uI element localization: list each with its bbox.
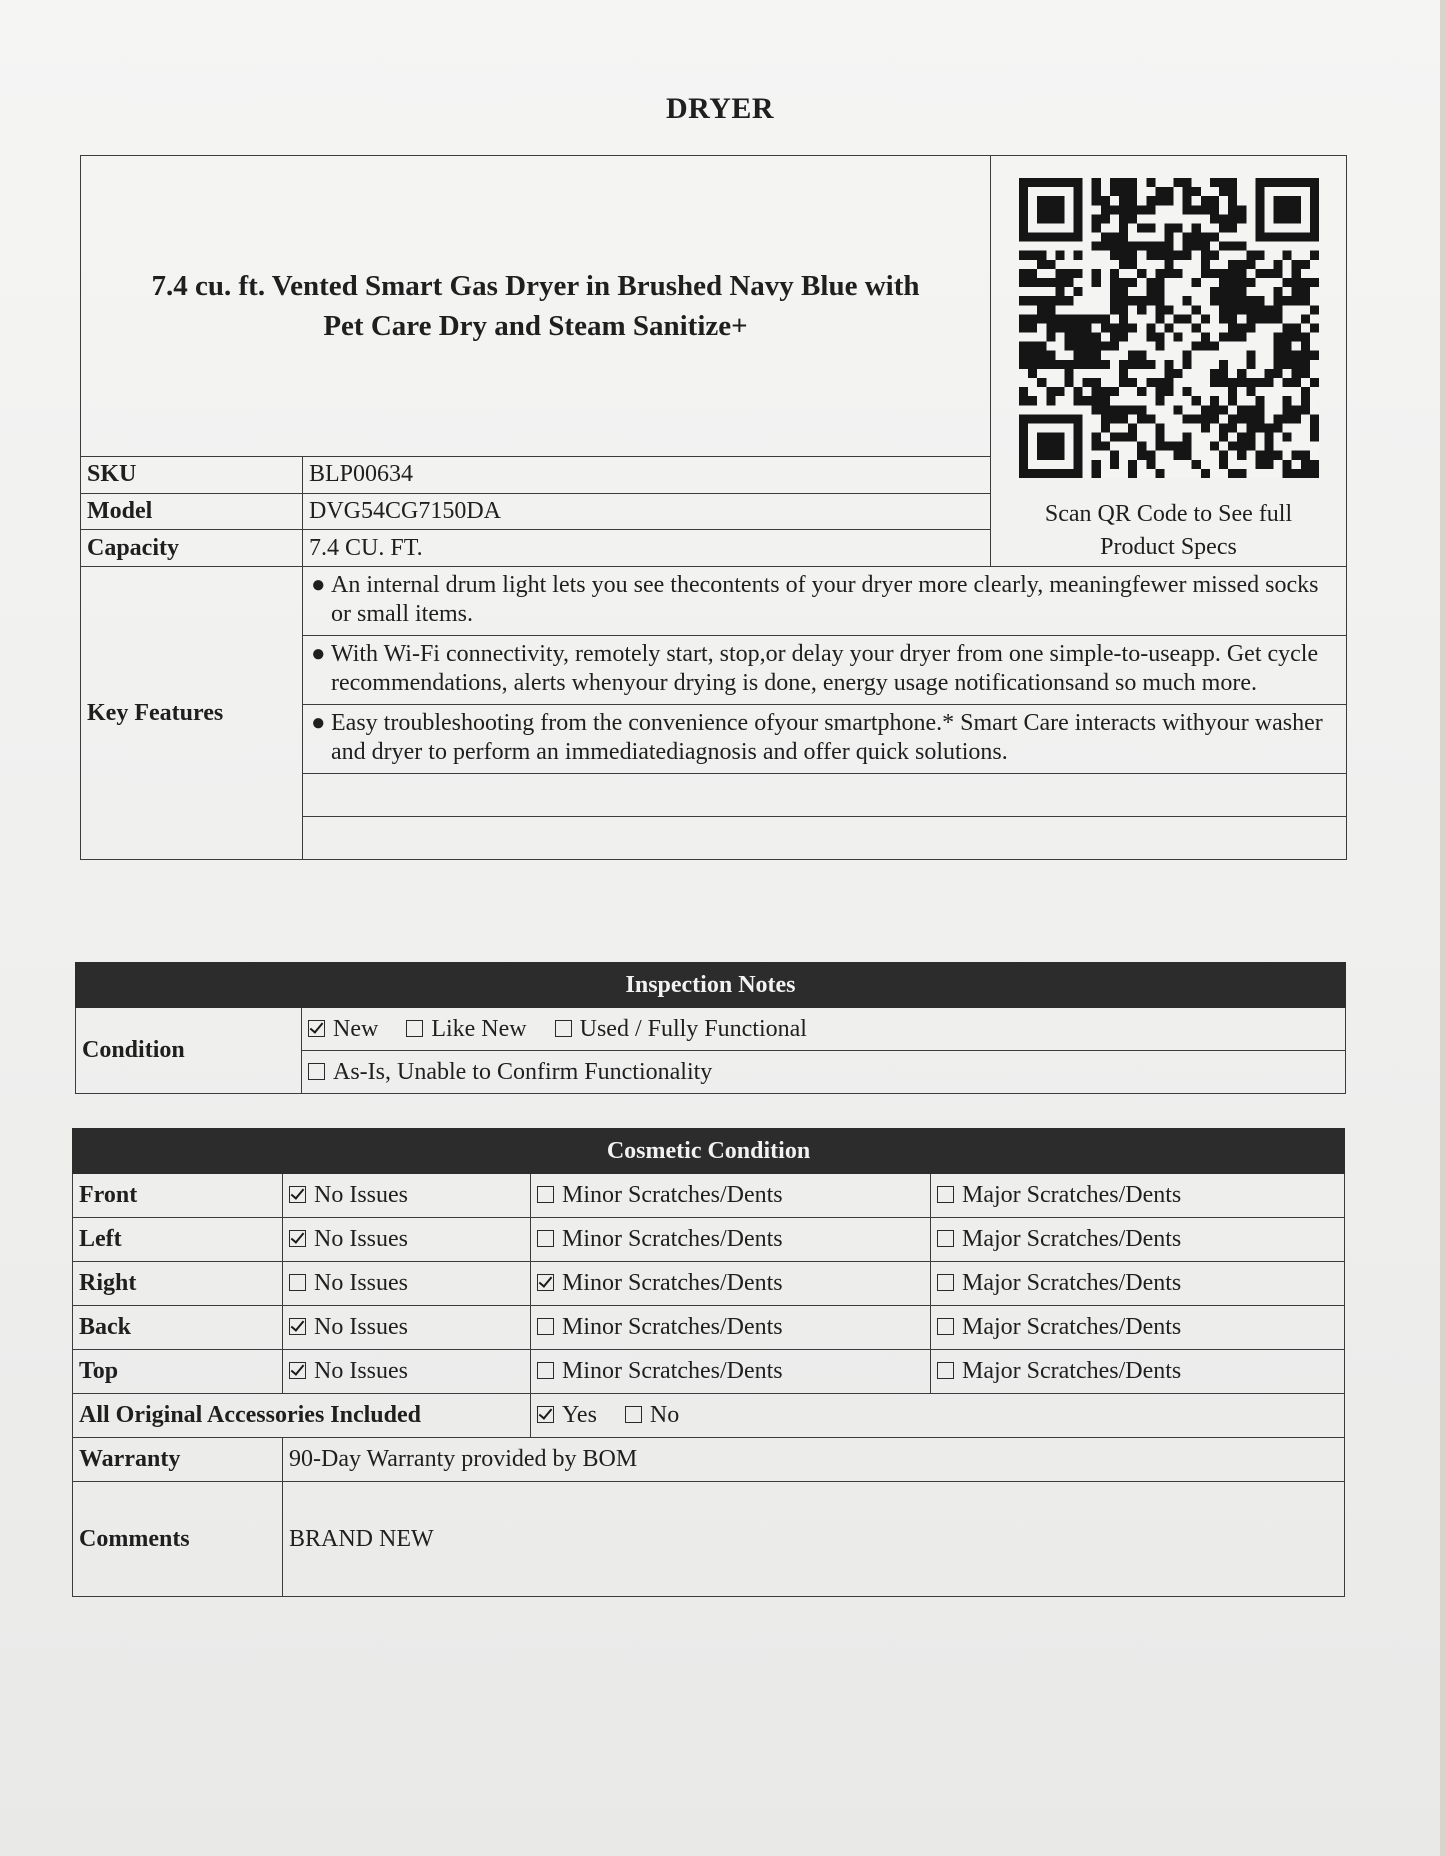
option-label: Minor Scratches/Dents [562, 1314, 783, 1340]
checkbox-unchecked-icon[interactable] [937, 1362, 954, 1379]
capacity-label: Capacity [81, 530, 303, 567]
cosmetic-option-minor[interactable] [531, 1262, 931, 1306]
option-label: New [333, 1015, 379, 1042]
qr-cell [991, 156, 1347, 567]
model-value: DVG54CG7150DA [303, 493, 991, 530]
empty-feature-row [303, 774, 1347, 817]
cosmetic-option-major[interactable] [931, 1174, 1345, 1218]
condition-options-row2 [302, 1051, 1346, 1094]
cosmetic-row-label: Front [73, 1174, 283, 1218]
cosmetic-row-back [73, 1306, 1345, 1350]
sku-label: SKU [81, 457, 303, 494]
cosmetic-option-no-issues[interactable] [283, 1174, 531, 1218]
bullet-icon: ● [311, 710, 326, 736]
empty-feature-row [303, 817, 1347, 860]
option-label: Used / Fully Functional [579, 1015, 807, 1042]
option-label: Minor Scratches/Dents [562, 1358, 783, 1384]
capacity-value: 7.4 CU. FT. [303, 530, 991, 567]
condition-option-like-new[interactable] [406, 1016, 526, 1043]
accessories-options [531, 1394, 1345, 1438]
option-label: No Issues [314, 1270, 408, 1296]
product-name-line2: Pet Care Dry and Steam Sanitize+ [323, 310, 748, 342]
checkbox-checked-icon[interactable] [537, 1274, 554, 1291]
qr-caption [997, 498, 1340, 564]
cosmetic-option-minor[interactable] [531, 1218, 931, 1262]
checkbox-unchecked-icon[interactable] [537, 1318, 554, 1335]
cosmetic-row-label: Back [73, 1306, 283, 1350]
cosmetic-option-no-issues[interactable] [283, 1306, 531, 1350]
feature-item [303, 567, 1347, 636]
cosmetic-option-minor[interactable] [531, 1350, 931, 1394]
option-label: Like New [431, 1015, 527, 1042]
cosmetic-row-label: Right [73, 1262, 283, 1306]
option-label: Major Scratches/Dents [962, 1270, 1182, 1296]
cosmetic-option-no-issues[interactable] [283, 1218, 531, 1262]
feature-text: An internal drum light lets you see thecontents of your dryer more clearly, meaningfewer missed socks or small items. [331, 572, 1319, 627]
feature-item [303, 636, 1347, 705]
checkbox-unchecked-icon[interactable] [289, 1274, 306, 1291]
qr-caption-line2: Product Specs [1100, 534, 1237, 560]
checkbox-unchecked-icon[interactable] [308, 1063, 325, 1080]
checkbox-checked-icon[interactable] [289, 1186, 306, 1203]
condition-option-new[interactable] [308, 1016, 378, 1043]
sku-value: BLP00634 [303, 457, 991, 494]
option-label: Minor Scratches/Dents [562, 1182, 783, 1208]
option-label: Minor Scratches/Dents [562, 1226, 783, 1252]
option-label: Major Scratches/Dents [962, 1358, 1182, 1384]
model-label: Model [81, 493, 303, 530]
feature-text: With Wi-Fi connectivity, remotely start, stop,or delay your dryer from one simple-to-useapp. Get cycle recommendations, alerts whenyour drying is done, energy usage notificationsand so much more. [331, 641, 1319, 696]
checkbox-unchecked-icon[interactable] [937, 1230, 954, 1247]
qr-caption-line1: Scan QR Code to See full [1044, 501, 1293, 527]
cosmetic-row-right [73, 1262, 1345, 1306]
cosmetic-option-no-issues[interactable] [283, 1350, 531, 1394]
checkbox-unchecked-icon[interactable] [937, 1186, 954, 1203]
option-label: Minor Scratches/Dents [562, 1270, 783, 1296]
cosmetic-option-minor[interactable] [531, 1174, 931, 1218]
option-label: No [649, 1402, 680, 1428]
checkbox-unchecked-icon[interactable] [537, 1186, 554, 1203]
cosmetic-row-label: Left [73, 1218, 283, 1262]
inspection-header: Inspection Notes [76, 963, 1346, 1008]
warranty-row [73, 1438, 1345, 1482]
checkbox-unchecked-icon[interactable] [406, 1020, 423, 1037]
cosmetic-row-left [73, 1218, 1345, 1262]
checkbox-unchecked-icon[interactable] [937, 1274, 954, 1291]
checkbox-unchecked-icon[interactable] [555, 1020, 572, 1037]
qr-code-icon [1019, 178, 1319, 478]
product-name-line1: 7.4 cu. ft. Vented Smart Gas Dryer in Brushed Navy Blue with [151, 270, 920, 302]
accessories-row [73, 1394, 1345, 1438]
warranty-value: 90-Day Warranty provided by BOM [283, 1438, 1345, 1482]
comments-row [73, 1482, 1345, 1597]
option-label: No Issues [314, 1314, 408, 1340]
cosmetic-row-top [73, 1350, 1345, 1394]
warranty-label: Warranty [73, 1438, 283, 1482]
condition-label: Condition [76, 1008, 302, 1094]
checkbox-unchecked-icon[interactable] [625, 1406, 642, 1423]
checkbox-unchecked-icon[interactable] [937, 1318, 954, 1335]
checkbox-checked-icon[interactable] [537, 1406, 554, 1423]
checkbox-checked-icon[interactable] [289, 1362, 306, 1379]
comments-label: Comments [73, 1482, 283, 1597]
cosmetic-option-major[interactable] [931, 1262, 1345, 1306]
cosmetic-header: Cosmetic Condition [73, 1129, 1345, 1174]
option-label: Major Scratches/Dents [962, 1314, 1182, 1340]
feature-item [303, 705, 1347, 774]
comments-value: BRAND NEW [283, 1482, 1345, 1597]
option-label: No Issues [314, 1358, 408, 1384]
condition-options-row1 [302, 1008, 1346, 1051]
checkbox-unchecked-icon[interactable] [537, 1230, 554, 1247]
bullet-icon: ● [311, 641, 326, 667]
cosmetic-table [72, 1128, 1345, 1597]
option-label: Yes [562, 1402, 597, 1428]
bullet-icon: ● [311, 572, 326, 598]
accessories-no[interactable] [625, 1402, 679, 1429]
feature-text: Easy troubleshooting from the convenience ofyour smartphone.* Smart Care interacts withyour washer and dryer to perform an immediatediagnosis and offer quick solutions. [331, 710, 1323, 765]
cosmetic-row-front [73, 1174, 1345, 1218]
accessories-yes[interactable] [537, 1402, 597, 1429]
checkbox-unchecked-icon[interactable] [537, 1362, 554, 1379]
document-title: DRYER [665, 92, 775, 125]
accessories-label: All Original Accessories Included [73, 1394, 531, 1438]
condition-option-as-is[interactable] [308, 1059, 712, 1086]
cosmetic-option-minor[interactable] [531, 1306, 931, 1350]
checkbox-checked-icon[interactable] [289, 1230, 306, 1247]
checkbox-checked-icon[interactable] [289, 1318, 306, 1335]
option-label: No Issues [314, 1226, 408, 1252]
option-label: No Issues [314, 1182, 408, 1208]
checkbox-checked-icon[interactable] [308, 1020, 325, 1037]
inspection-table [75, 962, 1346, 1094]
cosmetic-row-label: Top [73, 1350, 283, 1394]
cosmetic-option-no-issues[interactable] [283, 1262, 531, 1306]
product-name [81, 156, 991, 457]
option-label: Major Scratches/Dents [962, 1226, 1182, 1252]
product-table [80, 155, 1347, 860]
option-label: Major Scratches/Dents [962, 1182, 1182, 1208]
key-features-label: Key Features [81, 567, 303, 860]
condition-option-used[interactable] [555, 1016, 807, 1043]
cosmetic-option-major[interactable] [931, 1350, 1345, 1394]
cosmetic-option-major[interactable] [931, 1306, 1345, 1350]
option-label: As-Is, Unable to Confirm Functionality [333, 1058, 713, 1085]
cosmetic-option-major[interactable] [931, 1218, 1345, 1262]
